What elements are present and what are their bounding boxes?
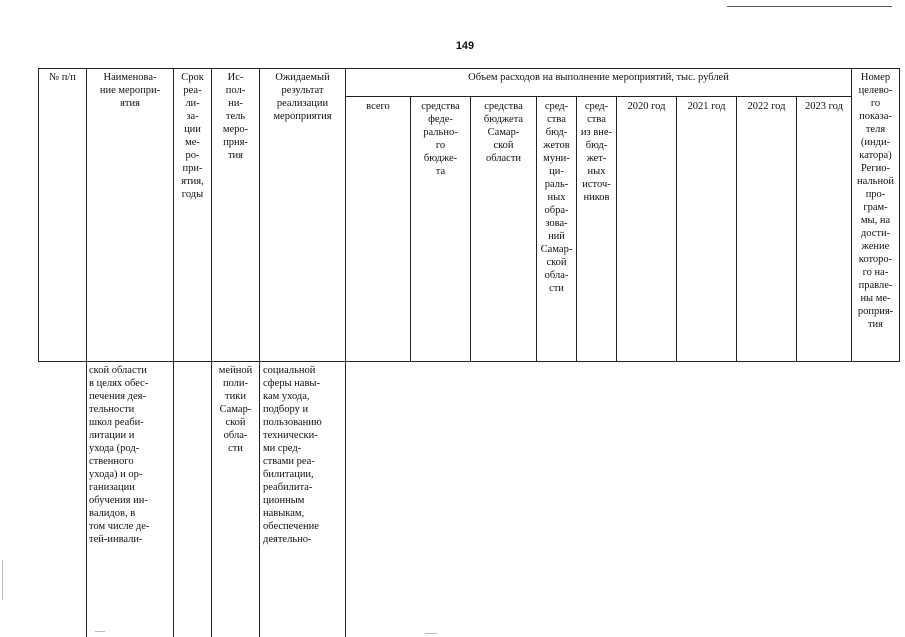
row-result: социальной сферы навы- кам ухода, подбору и пользованию технически- ми сред- ствами реа- билитации, реабилита- ционным навыкам, обеспечение деятельно- <box>263 365 322 545</box>
table-line <box>259 361 260 637</box>
subheader-2020: 2020 год <box>627 101 666 112</box>
subheader-2022: 2022 год <box>747 101 786 112</box>
table-line <box>616 96 617 362</box>
table-line <box>899 68 900 362</box>
header-target-indicator: Номер целево- го показа- теля (инди- катора) Регио- нальной про- грам- мы, на дости- жение которо- го на- правле- ны ме- роприя- тия <box>857 72 894 330</box>
subheader-federal: средства феде- рально- го бюдже- та <box>421 101 460 177</box>
header-result: Ожидаемый результат реализации мероприятия <box>273 72 332 122</box>
subheader-regional: средства бюджета Самар- ской области <box>483 101 524 164</box>
scan-mark <box>2 560 3 600</box>
table-line <box>86 361 87 637</box>
table-line <box>38 68 39 362</box>
table-line <box>38 361 899 362</box>
row-executor: мейной поли- тики Самар- ской обла- сти <box>218 365 253 454</box>
subheader-2023: 2023 год <box>805 101 843 112</box>
subheader-total: всего <box>366 101 390 112</box>
scan-mark <box>425 633 437 634</box>
table-line <box>796 96 797 362</box>
header-term: Срок реа- ли- за- ции ме- ро- при- ятия, годы <box>181 72 204 200</box>
subheader-municipal: сред- ства бюд- жетов муни- ци- pаль- ных обра- зова- ний Самар- ской обла- сти <box>540 101 573 294</box>
subheader-offbudget: сред- ства из вне- бюд- жет- ных источ- ников <box>580 101 613 203</box>
row-name: ской области в целях обес- печения дея- тельности школ реаби- литации и ухода (род- ственного ухода) и ор- ганизации обучения ин- валидов, в том числе де- тей-инвали- <box>89 365 150 545</box>
header-executor: Ис- пол- ни- тель меро- прня- тия <box>222 72 249 161</box>
header-num: № п/п <box>49 72 76 83</box>
table-line <box>345 361 346 637</box>
header-name: Наименова- ние меропри- ятия <box>99 72 161 109</box>
table-line <box>173 361 174 637</box>
table-line <box>38 68 899 69</box>
scan-mark <box>95 631 105 632</box>
page-number: 149 <box>455 40 475 52</box>
table-line <box>345 96 851 97</box>
table-line <box>86 68 87 362</box>
table-line <box>736 96 737 362</box>
header-expenses: Объем расходов на выполнение мероприятий, тыс. рублей <box>468 72 729 83</box>
subheader-2021: 2021 год <box>687 101 726 112</box>
table-line <box>676 96 677 362</box>
